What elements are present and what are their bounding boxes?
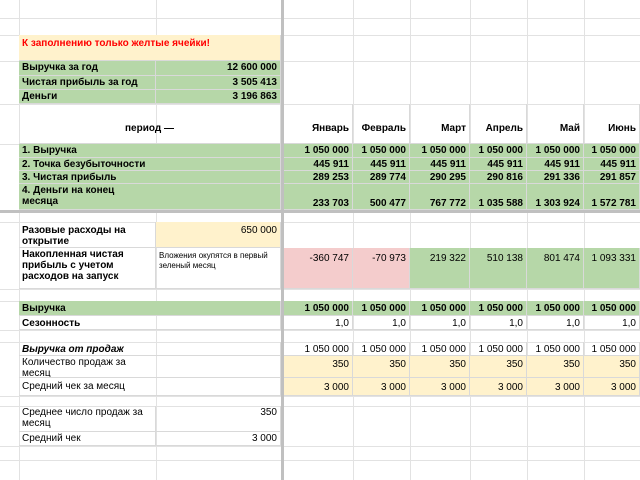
- accumulated-label-cell[interactable]: Накопленная чистая прибыль с учетом расходов на запуск: [19, 248, 156, 289]
- summary-value-cell[interactable]: 3 505 413: [156, 76, 281, 90]
- sales-count-value-cell[interactable]: 350: [284, 356, 353, 378]
- seasonality-value-cell[interactable]: 1,0: [470, 316, 527, 330]
- sales-revenue-value-cell[interactable]: 1 050 000: [470, 342, 527, 356]
- kpi-value-cell[interactable]: 1 035 588: [470, 184, 527, 210]
- kpi-value-cell[interactable]: 289 253: [284, 171, 353, 184]
- kpi-value-cell[interactable]: 445 911: [470, 158, 527, 171]
- month-header-cell[interactable]: Март: [410, 104, 470, 144]
- seasonality-value-cell[interactable]: 1,0: [410, 316, 470, 330]
- grid-line: [353, 0, 354, 480]
- kpi-value-cell[interactable]: 290 295: [410, 171, 470, 184]
- kpi-value-cell[interactable]: 500 477: [353, 184, 410, 210]
- kpi-label-cell[interactable]: 1. Выручка: [19, 144, 281, 158]
- grid-line: [0, 460, 640, 461]
- revenue-label-cell[interactable]: Выручка: [19, 301, 281, 316]
- kpi-value-cell[interactable]: 1 050 000: [527, 144, 584, 158]
- grid-line: [0, 446, 640, 447]
- kpi-value-cell[interactable]: 291 336: [527, 171, 584, 184]
- accumulated-value-cell[interactable]: -70 973: [353, 248, 410, 289]
- kpi-label-cell[interactable]: 2. Точка безубыточности: [19, 158, 281, 171]
- revenue-value-cell[interactable]: 1 050 000: [353, 301, 410, 316]
- revenue-value-cell[interactable]: 1 050 000: [470, 301, 527, 316]
- kpi-value-cell[interactable]: 1 303 924: [527, 184, 584, 210]
- accumulated-note-cell[interactable]: Вложения окупятся в первый зеленый месяц: [156, 248, 281, 289]
- kpi-value-cell[interactable]: 1 050 000: [410, 144, 470, 158]
- kpi-value-cell[interactable]: 445 911: [410, 158, 470, 171]
- accumulated-value-cell[interactable]: 219 322: [410, 248, 470, 289]
- summary-value-cell[interactable]: 3 196 863: [156, 90, 281, 104]
- summary-label-cell[interactable]: Деньги: [19, 90, 156, 104]
- grid-line: [470, 0, 471, 480]
- sales-count-value-cell[interactable]: 350: [527, 356, 584, 378]
- startup-label-cell[interactable]: Разовые расходы на открытие: [19, 222, 156, 248]
- accumulated-value-cell[interactable]: 801 474: [527, 248, 584, 289]
- kpi-value-cell[interactable]: 445 911: [353, 158, 410, 171]
- kpi-value-cell[interactable]: 233 703: [284, 184, 353, 210]
- seasonality-value-cell[interactable]: 1,0: [584, 316, 640, 330]
- sales-revenue-value-cell[interactable]: 1 050 000: [284, 342, 353, 356]
- month-header-cell[interactable]: Апрель: [470, 104, 527, 144]
- kpi-value-cell[interactable]: 445 911: [527, 158, 584, 171]
- grid-line: [410, 0, 411, 480]
- revenue-value-cell[interactable]: 1 050 000: [584, 301, 640, 316]
- summary-value-cell[interactable]: 12 600 000: [156, 61, 281, 76]
- sales-count-value-cell[interactable]: 350: [584, 356, 640, 378]
- notice-cell[interactable]: К заполнению только желтые ячейки!: [19, 35, 281, 61]
- seasonality-value-cell[interactable]: 1,0: [527, 316, 584, 330]
- summary-label-cell[interactable]: Выручка за год: [19, 61, 156, 76]
- accumulated-value-cell[interactable]: -360 747: [284, 248, 353, 289]
- kpi-value-cell[interactable]: 1 050 000: [284, 144, 353, 158]
- sales-count-label-cell[interactable]: Количество продаж за месяц: [19, 356, 281, 378]
- sales-revenue-label-cell[interactable]: Выручка от продаж: [19, 342, 281, 356]
- revenue-value-cell[interactable]: 1 050 000: [284, 301, 353, 316]
- avg-check-label-cell[interactable]: Средний чек за месяц: [19, 378, 281, 396]
- seasonality-label-cell[interactable]: Сезонность: [19, 316, 281, 330]
- summary-label-cell[interactable]: Чистая прибыль за год: [19, 76, 156, 90]
- frozen-row-divider[interactable]: [0, 210, 640, 213]
- period-label-cell[interactable]: период —: [19, 104, 281, 144]
- sales-revenue-value-cell[interactable]: 1 050 000: [410, 342, 470, 356]
- avg-check-value-cell[interactable]: 3 000: [410, 378, 470, 396]
- kpi-value-cell[interactable]: 290 816: [470, 171, 527, 184]
- avg-check-value-cell[interactable]: 3 000: [527, 378, 584, 396]
- month-header-cell[interactable]: Июнь: [584, 104, 640, 144]
- avg-sales-value-cell[interactable]: 350: [156, 406, 281, 432]
- kpi-label-cell[interactable]: 3. Чистая прибыль: [19, 171, 281, 184]
- kpi-value-cell[interactable]: 445 911: [284, 158, 353, 171]
- startup-value-cell[interactable]: 650 000: [156, 222, 281, 248]
- grid-line: [527, 0, 528, 480]
- accumulated-value-cell[interactable]: 1 093 331: [584, 248, 640, 289]
- sales-count-value-cell[interactable]: 350: [353, 356, 410, 378]
- month-header-cell[interactable]: Февраль: [353, 104, 410, 144]
- revenue-value-cell[interactable]: 1 050 000: [410, 301, 470, 316]
- avg-check-total-value-cell[interactable]: 3 000: [156, 432, 281, 446]
- sales-revenue-value-cell[interactable]: 1 050 000: [584, 342, 640, 356]
- kpi-value-cell[interactable]: 1 050 000: [470, 144, 527, 158]
- grid-line: [0, 330, 640, 331]
- kpi-value-cell[interactable]: 767 772: [410, 184, 470, 210]
- accumulated-value-cell[interactable]: 510 138: [470, 248, 527, 289]
- sales-count-value-cell[interactable]: 350: [470, 356, 527, 378]
- sales-count-value-cell[interactable]: 350: [410, 356, 470, 378]
- frozen-column-divider[interactable]: [281, 0, 284, 480]
- kpi-value-cell[interactable]: 1 050 000: [353, 144, 410, 158]
- kpi-value-cell[interactable]: 1 572 781: [584, 184, 640, 210]
- avg-check-total-label-cell[interactable]: Средний чек: [19, 432, 156, 446]
- kpi-value-cell[interactable]: 291 857: [584, 171, 640, 184]
- avg-check-value-cell[interactable]: 3 000: [470, 378, 527, 396]
- avg-check-value-cell[interactable]: 3 000: [353, 378, 410, 396]
- kpi-value-cell[interactable]: 289 774: [353, 171, 410, 184]
- avg-check-value-cell[interactable]: 3 000: [284, 378, 353, 396]
- month-header-cell[interactable]: Январь: [284, 104, 353, 144]
- grid-line: [0, 289, 640, 290]
- revenue-value-cell[interactable]: 1 050 000: [527, 301, 584, 316]
- kpi-value-cell[interactable]: 1 050 000: [584, 144, 640, 158]
- avg-sales-label-cell[interactable]: Среднее число продаж за месяц: [19, 406, 156, 432]
- sales-revenue-value-cell[interactable]: 1 050 000: [353, 342, 410, 356]
- grid-line: [0, 18, 640, 19]
- kpi-value-cell[interactable]: 445 911: [584, 158, 640, 171]
- month-header-cell[interactable]: Май: [527, 104, 584, 144]
- grid-line: [584, 0, 585, 480]
- grid-line: [0, 396, 640, 397]
- kpi-label-cell[interactable]: 4. Деньги на конец месяца: [19, 184, 281, 210]
- avg-check-value-cell[interactable]: 3 000: [584, 378, 640, 396]
- seasonality-value-cell[interactable]: 1,0: [353, 316, 410, 330]
- sales-revenue-value-cell[interactable]: 1 050 000: [527, 342, 584, 356]
- seasonality-value-cell[interactable]: 1,0: [284, 316, 353, 330]
